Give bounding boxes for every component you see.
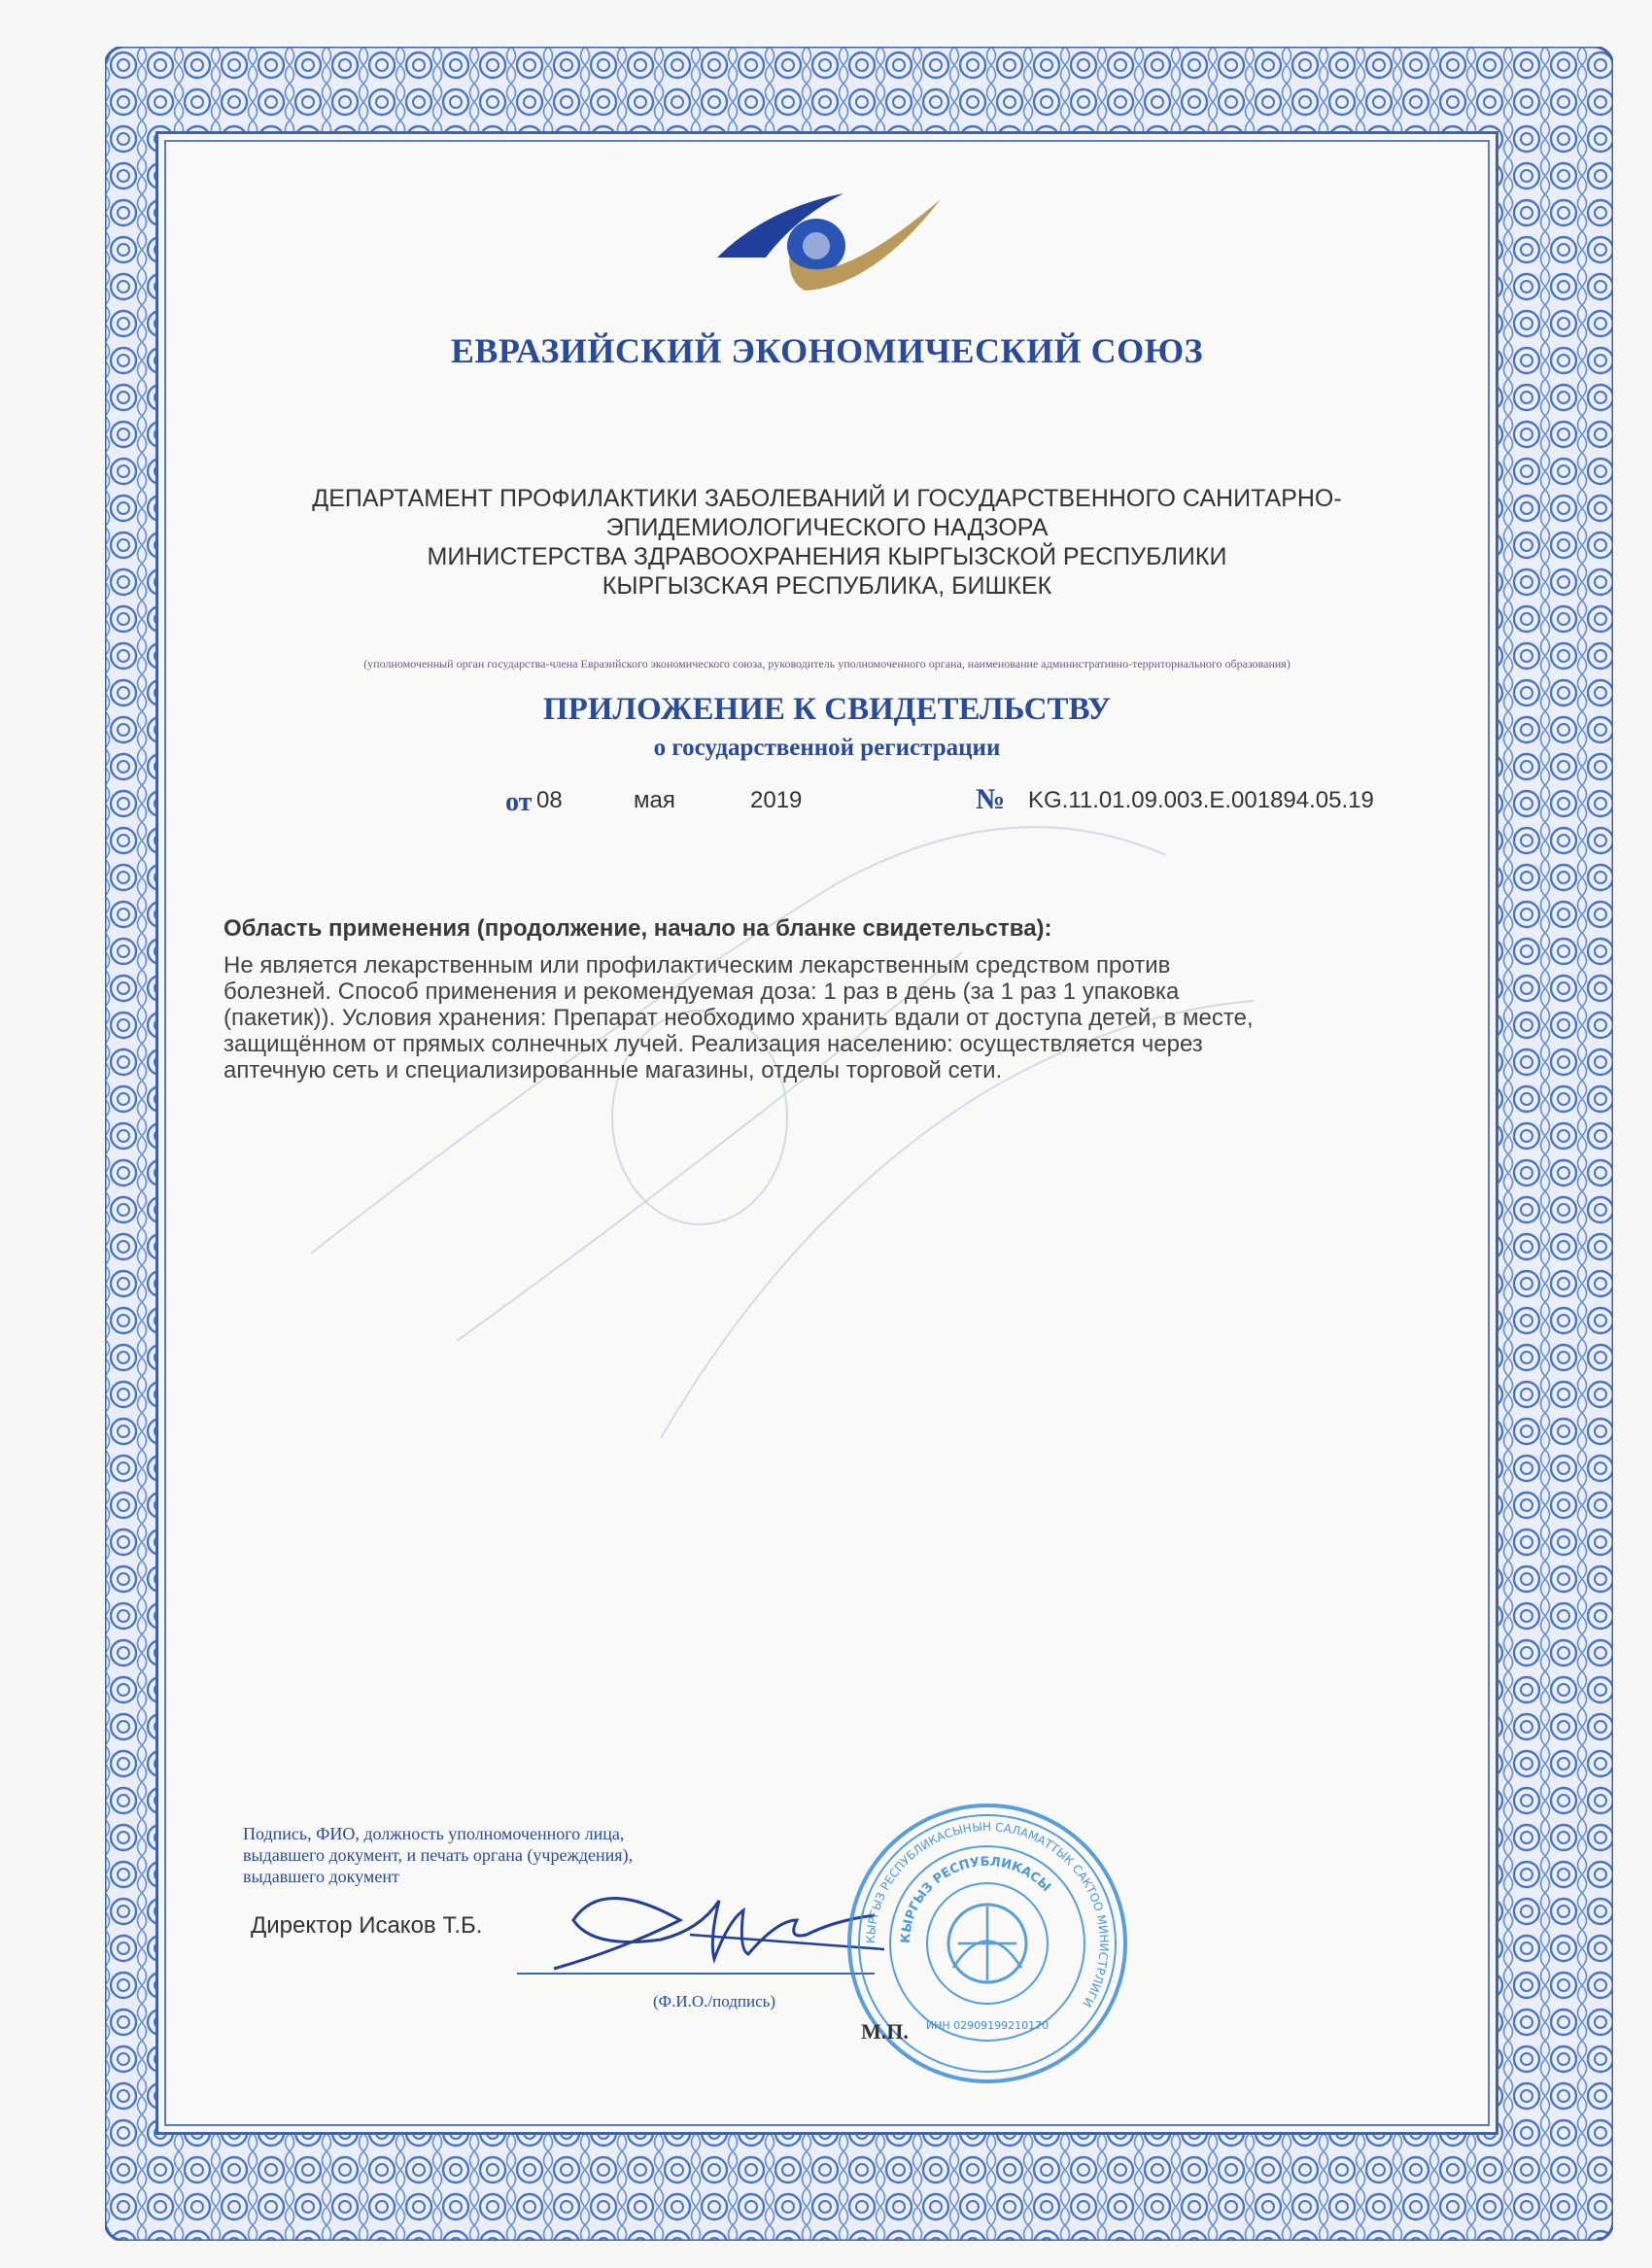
scope-line: Не является лекарственным или профилактическим лекарственным средством против bbox=[224, 952, 1171, 979]
registration-number: KG.11.01.09.003.E.001894.05.19 bbox=[1028, 787, 1374, 813]
caption-line: Подпись, ФИО, должность уполномоченного лица, bbox=[243, 1824, 625, 1843]
svg-text:КЫРГЫЗ РЕСПУБЛИКАСЫ bbox=[899, 1855, 1053, 1943]
annex-subtitle: о государственной регистрации bbox=[653, 735, 1001, 761]
caption-line: выдавшего документ bbox=[243, 1867, 399, 1886]
date-prefix: от bbox=[505, 787, 533, 817]
official-stamp-icon bbox=[842, 1798, 1133, 2089]
eaeu-logo-icon bbox=[707, 189, 941, 298]
scope-line: защищённом от прямых солнечных лучей. Реализация населению: осуществляется через bbox=[224, 1031, 1203, 1057]
stamp-inner-text: КЫРГЫЗ РЕСПУБЛИКАСЫ bbox=[898, 1854, 1054, 1944]
fio-note: (Ф.И.О./подпись) bbox=[653, 1992, 776, 2010]
stamp-code: ИНН 02909199210170 bbox=[925, 2019, 1050, 2032]
scope-heading: Область применения (продолжение, начало на бланке свидетельства): bbox=[224, 915, 1052, 942]
caption-line: выдавшего документ, и печать органа (учреждения), bbox=[243, 1845, 634, 1865]
watermark-emblem bbox=[292, 797, 1263, 1477]
scope-text bbox=[224, 952, 1448, 1083]
department-line: МИНИСТЕРСТВА ЗДРАВООХРАНЕНИЯ КЫРГЫЗСКОЙ РЕСПУБЛИКИ bbox=[427, 543, 1227, 570]
authority-note: (уполномоченный орган государства-члена Евразийского экономического союза, руководитель уполномоченного органа, наименование административно-территориального образования) bbox=[363, 657, 1291, 670]
union-title: ЕВРАЗИЙСКИЙ ЭКОНОМИЧЕСКИЙ СОЮЗ bbox=[450, 331, 1204, 370]
annex-title: ПРИЛОЖЕНИЕ К СВИДЕТЕЛЬСТВУ bbox=[542, 692, 1112, 727]
date-day: 08 bbox=[536, 787, 563, 813]
department-line: КЫРГЫЗСКАЯ РЕСПУБЛИКА, БИШКЕК bbox=[602, 572, 1052, 600]
signature-caption bbox=[243, 1823, 633, 1887]
scope-line: болезней. Способ применения и рекомендуемая доза: 1 раз в день (за 1 раз 1 упаковка bbox=[224, 979, 1180, 1005]
signature-line bbox=[517, 1973, 875, 1975]
department-name bbox=[155, 484, 1498, 601]
director-name: Директор Исаков Т.Б. bbox=[251, 1912, 483, 1939]
number-sign: № bbox=[976, 783, 1006, 815]
date-month: мая bbox=[634, 787, 675, 813]
scope-line: аптечную сеть и специализированные магазины, отделы торговой сети. bbox=[224, 1057, 1003, 1083]
department-line: ЭПИДЕМИОЛОГИЧЕСКОГО НАДЗОРА bbox=[605, 514, 1049, 541]
scope-line: (пакетик)). Условия хранения: Препарат необходимо хранить вдали от доступа детей, в месте, bbox=[224, 1005, 1254, 1031]
stamp-place-label: М.П. bbox=[861, 2019, 909, 2044]
stamp-outer-text: КЫРГЫЗ РЕСПУБЛИКАСЫНЫН САЛАМАТТЫК САКТОО МИНИСТРЛИГИ bbox=[863, 1819, 1112, 2010]
date-year: 2019 bbox=[750, 787, 803, 813]
department-line: ДЕПАРТАМЕНТ ПРОФИЛАКТИКИ ЗАБОЛЕВАНИЙ И ГОСУДАРСТВЕННОГО САНИТАРНО- bbox=[312, 485, 1342, 512]
